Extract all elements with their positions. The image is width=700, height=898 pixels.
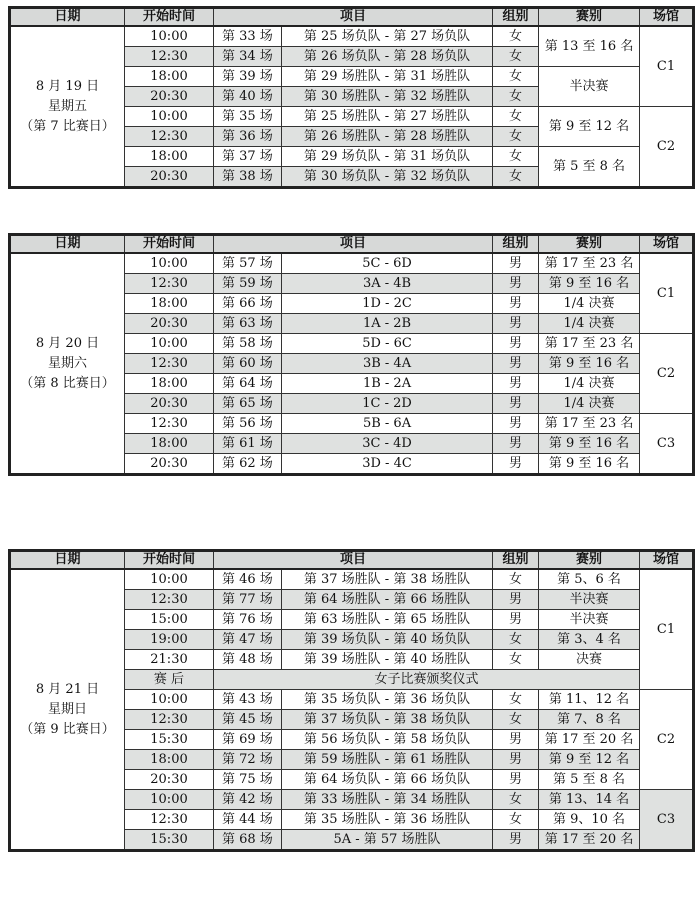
header-group: 组别: [493, 235, 539, 254]
time-cell: 10:00: [125, 107, 214, 127]
time-cell: 12:30: [125, 590, 214, 610]
match-number: 第 42 场: [214, 790, 282, 810]
stage-cell: 半决赛: [539, 610, 640, 630]
match-number: 第 72 场: [214, 750, 282, 770]
group-cell: 男: [493, 274, 539, 294]
match-number: 第 68 场: [214, 830, 282, 851]
stage-cell: 第 9 至 16 名: [539, 434, 640, 454]
stage-cell: 第 9、10 名: [539, 810, 640, 830]
header-time: 开始时间: [125, 235, 214, 254]
stage-cell: 半决赛: [539, 590, 640, 610]
match-item: 第 25 场胜队 - 第 27 场胜队: [282, 107, 493, 127]
group-cell: 女: [493, 710, 539, 730]
schedule-table-aug19: [8, 6, 695, 189]
match-number: 第 60 场: [214, 354, 282, 374]
time-cell: 18:00: [125, 434, 214, 454]
match-number: 第 39 场: [214, 67, 282, 87]
match-item: 第 35 场胜队 - 第 36 场胜队: [282, 810, 493, 830]
match-item: 第 29 场胜队 - 第 31 场胜队: [282, 67, 493, 87]
stage-cell: 第 9 至 16 名: [539, 354, 640, 374]
match-item: 第 39 场负队 - 第 40 场负队: [282, 630, 493, 650]
time-cell: 18:00: [125, 750, 214, 770]
match-number: 第 33 场: [214, 26, 282, 47]
match-item: 5A - 第 57 场胜队: [282, 830, 493, 851]
stage-cell: 第 9 至 12 名: [539, 107, 640, 147]
match-item: 第 30 场负队 - 第 32 场负队: [282, 167, 493, 188]
time-cell: 10:00: [125, 334, 214, 354]
group-cell: 女: [493, 127, 539, 147]
match-item: 第 26 场负队 - 第 28 场负队: [282, 47, 493, 67]
match-item: 1D - 2C: [282, 294, 493, 314]
match-number: 第 69 场: [214, 730, 282, 750]
time-cell: 21:30: [125, 650, 214, 670]
header-stage: 赛别: [539, 235, 640, 254]
venue-cell: C1: [640, 26, 694, 107]
time-cell: 10:00: [125, 26, 214, 47]
match-number: 第 62 场: [214, 454, 282, 475]
stage-cell: 第 9 至 16 名: [539, 274, 640, 294]
match-item: 1B - 2A: [282, 374, 493, 394]
header-item: 项目: [214, 551, 493, 570]
stage-cell: 1/4 决赛: [539, 394, 640, 414]
time-cell: 12:30: [125, 710, 214, 730]
ceremony-text: 女子比赛颁奖仪式: [214, 670, 640, 690]
match-item: 第 39 场胜队 - 第 40 场胜队: [282, 650, 493, 670]
match-item: 第 37 场胜队 - 第 38 场胜队: [282, 569, 493, 590]
match-item: 第 25 场负队 - 第 27 场负队: [282, 26, 493, 47]
time-cell: 12:30: [125, 354, 214, 374]
header-item: 项目: [214, 8, 493, 27]
time-cell: 12:30: [125, 47, 214, 67]
group-cell: 男: [493, 354, 539, 374]
header-row: [10, 8, 694, 27]
venue-cell: C2: [640, 107, 694, 188]
date-cell: 8 月 20 日 星期六 （第 8 比赛日）: [10, 253, 125, 475]
match-item: 第 63 场胜队 - 第 65 场胜队: [282, 610, 493, 630]
stage-cell: 第 11、12 名: [539, 690, 640, 710]
match-item: 第 37 场负队 - 第 38 场负队: [282, 710, 493, 730]
match-number: 第 47 场: [214, 630, 282, 650]
stage-cell: 第 9 至 16 名: [539, 454, 640, 475]
time-cell: 20:30: [125, 454, 214, 475]
match-number: 第 56 场: [214, 414, 282, 434]
time-cell: 18:00: [125, 67, 214, 87]
time-cell: 15:30: [125, 830, 214, 851]
match-item: 1A - 2B: [282, 314, 493, 334]
header-stage: 赛别: [539, 8, 640, 27]
time-cell: 20:30: [125, 394, 214, 414]
match-item: 第 33 场胜队 - 第 34 场胜队: [282, 790, 493, 810]
venue-cell: C3: [640, 414, 694, 475]
stage-cell: 1/4 决赛: [539, 314, 640, 334]
header-time: 开始时间: [125, 551, 214, 570]
time-cell: 18:00: [125, 374, 214, 394]
match-item: 第 56 场负队 - 第 58 场负队: [282, 730, 493, 750]
schedule-table-aug21: [8, 549, 695, 852]
match-number: 第 34 场: [214, 47, 282, 67]
match-number: 第 66 场: [214, 294, 282, 314]
time-cell: 10:00: [125, 690, 214, 710]
group-cell: 女: [493, 47, 539, 67]
stage-cell: 第 9 至 12 名: [539, 750, 640, 770]
group-cell: 男: [493, 730, 539, 750]
stage-cell: 1/4 决赛: [539, 294, 640, 314]
stage-cell: 第 3、4 名: [539, 630, 640, 650]
match-number: 第 75 场: [214, 770, 282, 790]
group-cell: 女: [493, 650, 539, 670]
match-number: 第 37 场: [214, 147, 282, 167]
header-date: 日期: [10, 8, 125, 27]
match-number: 第 40 场: [214, 87, 282, 107]
stage-cell: 第 17 至 20 名: [539, 730, 640, 750]
venue-cell: C3: [640, 790, 694, 851]
group-cell: 男: [493, 394, 539, 414]
time-cell: 20:30: [125, 770, 214, 790]
ceremony-time: 赛 后: [125, 670, 214, 690]
time-cell: 12:30: [125, 127, 214, 147]
group-cell: 女: [493, 790, 539, 810]
group-cell: 女: [493, 87, 539, 107]
group-cell: 女: [493, 26, 539, 47]
match-item: 5D - 6C: [282, 334, 493, 354]
match-number: 第 57 场: [214, 253, 282, 274]
group-cell: 女: [493, 167, 539, 188]
table-row: [10, 569, 694, 590]
header-group: 组别: [493, 8, 539, 27]
time-cell: 10:00: [125, 253, 214, 274]
match-number: 第 76 场: [214, 610, 282, 630]
group-cell: 男: [493, 830, 539, 851]
match-number: 第 36 场: [214, 127, 282, 147]
header-venue: 场馆: [640, 8, 694, 27]
group-cell: 男: [493, 454, 539, 475]
header-venue: 场馆: [640, 235, 694, 254]
match-item: 3A - 4B: [282, 274, 493, 294]
stage-cell: 第 13 至 16 名: [539, 26, 640, 67]
match-number: 第 48 场: [214, 650, 282, 670]
venue-cell: C2: [640, 334, 694, 414]
stage-cell: 第 17 至 23 名: [539, 334, 640, 354]
header-venue: 场馆: [640, 551, 694, 570]
match-number: 第 65 场: [214, 394, 282, 414]
group-cell: 男: [493, 253, 539, 274]
match-item: 3C - 4D: [282, 434, 493, 454]
header-row: [10, 551, 694, 570]
match-number: 第 35 场: [214, 107, 282, 127]
match-number: 第 38 场: [214, 167, 282, 188]
time-cell: 20:30: [125, 87, 214, 107]
group-cell: 女: [493, 690, 539, 710]
venue-cell: C2: [640, 690, 694, 790]
stage-cell: 半决赛: [539, 67, 640, 107]
match-number: 第 43 场: [214, 690, 282, 710]
group-cell: 男: [493, 414, 539, 434]
time-cell: 10:00: [125, 790, 214, 810]
header-row: [10, 235, 694, 254]
schedule-table-aug20: [8, 233, 695, 476]
stage-cell: 1/4 决赛: [539, 374, 640, 394]
group-cell: 女: [493, 569, 539, 590]
stage-cell: 第 7、8 名: [539, 710, 640, 730]
match-item: 第 64 场胜队 - 第 66 场胜队: [282, 590, 493, 610]
time-cell: 12:30: [125, 414, 214, 434]
header-group: 组别: [493, 551, 539, 570]
group-cell: 女: [493, 67, 539, 87]
group-cell: 男: [493, 374, 539, 394]
header-time: 开始时间: [125, 8, 214, 27]
group-cell: 男: [493, 434, 539, 454]
date-cell: 8 月 19 日 星期五 （第 7 比赛日）: [10, 26, 125, 188]
match-item: 1C - 2D: [282, 394, 493, 414]
stage-cell: 第 17 至 23 名: [539, 253, 640, 274]
group-cell: 男: [493, 770, 539, 790]
match-item: 第 30 场胜队 - 第 32 场胜队: [282, 87, 493, 107]
match-number: 第 45 场: [214, 710, 282, 730]
time-cell: 15:30: [125, 730, 214, 750]
match-item: 第 26 场胜队 - 第 28 场胜队: [282, 127, 493, 147]
stage-cell: 第 17 至 20 名: [539, 830, 640, 851]
match-item: 3B - 4A: [282, 354, 493, 374]
match-item: 3D - 4C: [282, 454, 493, 475]
header-item: 项目: [214, 235, 493, 254]
match-number: 第 63 场: [214, 314, 282, 334]
date-cell: 8 月 21 日 星期日 （第 9 比赛日）: [10, 569, 125, 851]
group-cell: 男: [493, 314, 539, 334]
match-number: 第 77 场: [214, 590, 282, 610]
time-cell: 20:30: [125, 314, 214, 334]
time-cell: 10:00: [125, 569, 214, 590]
group-cell: 女: [493, 630, 539, 650]
group-cell: 男: [493, 610, 539, 630]
match-item: 5B - 6A: [282, 414, 493, 434]
group-cell: 女: [493, 810, 539, 830]
match-item: 第 59 场胜队 - 第 61 场胜队: [282, 750, 493, 770]
stage-cell: 第 5 至 8 名: [539, 147, 640, 188]
match-item: 5C - 6D: [282, 253, 493, 274]
match-item: 第 64 场负队 - 第 66 场负队: [282, 770, 493, 790]
group-cell: 男: [493, 590, 539, 610]
stage-cell: 第 13、14 名: [539, 790, 640, 810]
time-cell: 15:00: [125, 610, 214, 630]
header-date: 日期: [10, 235, 125, 254]
time-cell: 19:00: [125, 630, 214, 650]
match-number: 第 44 场: [214, 810, 282, 830]
time-cell: 12:30: [125, 274, 214, 294]
time-cell: 18:00: [125, 294, 214, 314]
match-number: 第 59 场: [214, 274, 282, 294]
header-date: 日期: [10, 551, 125, 570]
stage-cell: 第 5 至 8 名: [539, 770, 640, 790]
time-cell: 20:30: [125, 167, 214, 188]
header-stage: 赛别: [539, 551, 640, 570]
group-cell: 女: [493, 107, 539, 127]
group-cell: 男: [493, 334, 539, 354]
stage-cell: 第 5、6 名: [539, 569, 640, 590]
venue-cell: C1: [640, 253, 694, 334]
group-cell: 女: [493, 147, 539, 167]
match-number: 第 46 场: [214, 569, 282, 590]
time-cell: 18:00: [125, 147, 214, 167]
venue-cell: C1: [640, 569, 694, 690]
group-cell: 男: [493, 294, 539, 314]
match-number: 第 61 场: [214, 434, 282, 454]
stage-cell: 第 17 至 23 名: [539, 414, 640, 434]
time-cell: 12:30: [125, 810, 214, 830]
group-cell: 男: [493, 750, 539, 770]
match-number: 第 64 场: [214, 374, 282, 394]
match-number: 第 58 场: [214, 334, 282, 354]
table-row: [10, 253, 694, 274]
match-item: 第 35 场负队 - 第 36 场负队: [282, 690, 493, 710]
stage-cell: 决赛: [539, 650, 640, 670]
match-item: 第 29 场负队 - 第 31 场负队: [282, 147, 493, 167]
table-row: [10, 26, 694, 47]
